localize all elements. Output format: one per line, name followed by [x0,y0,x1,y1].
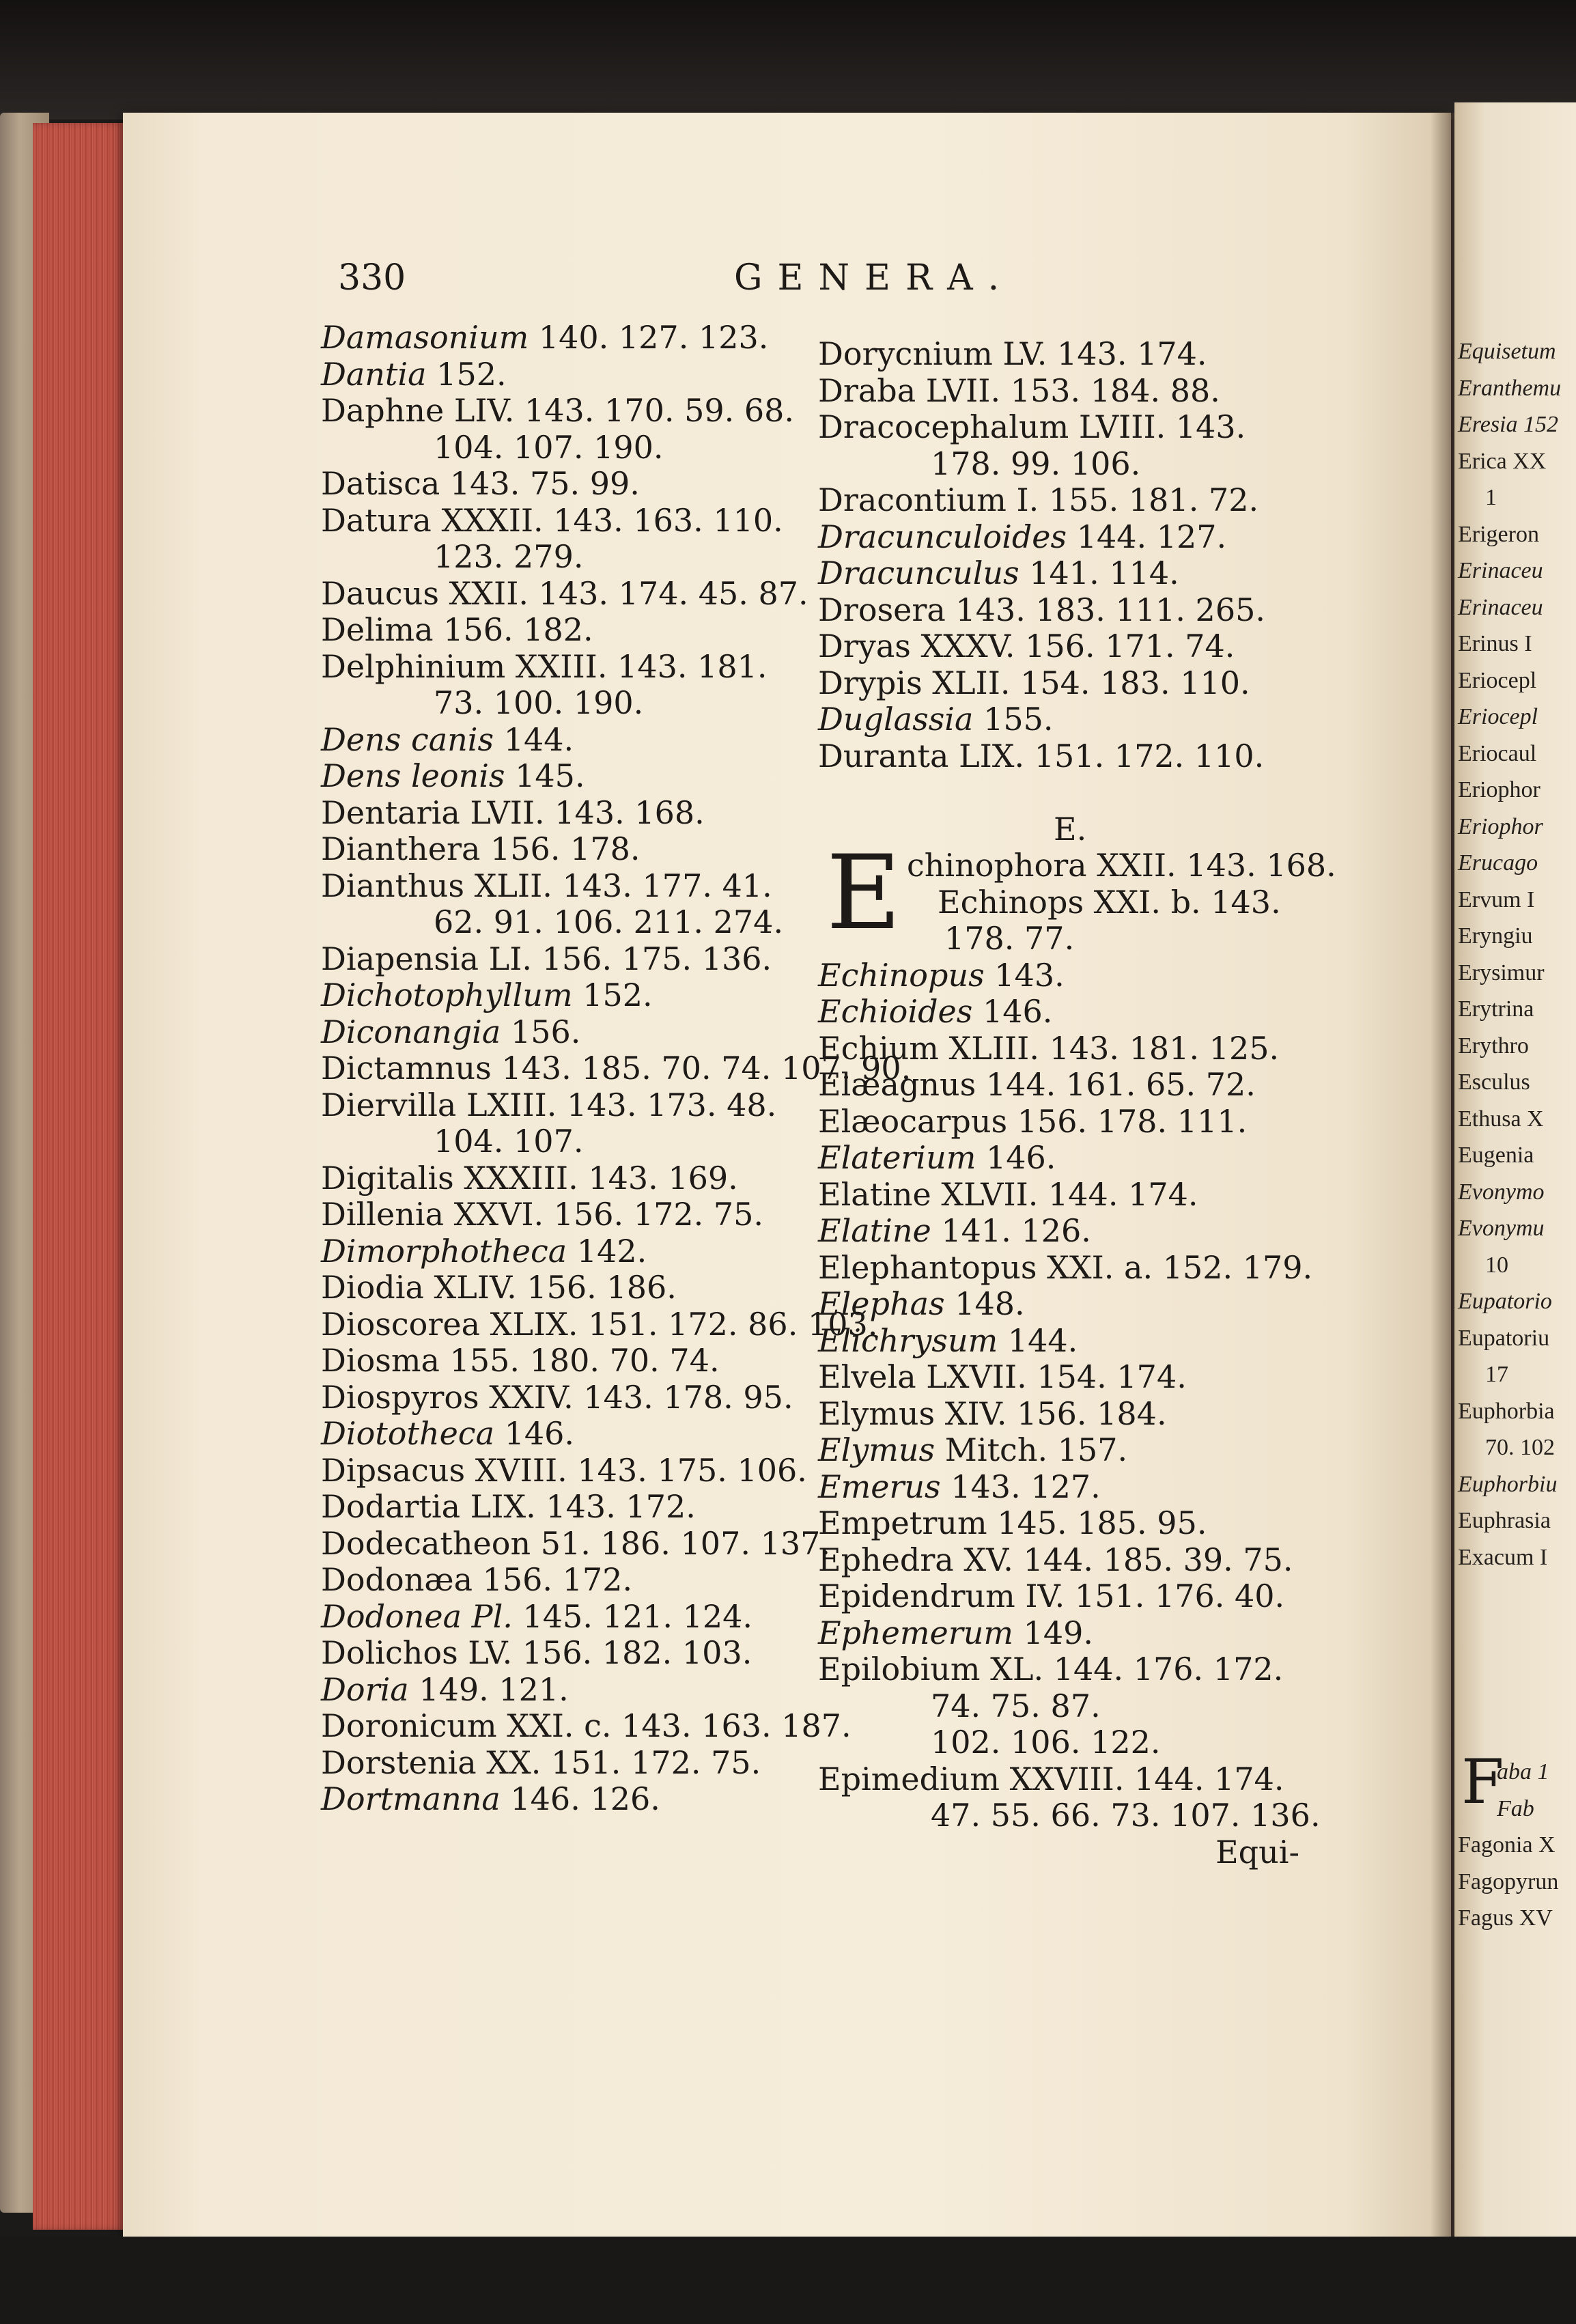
right-page-entry-fragment: Erysimur [1458,960,1545,985]
genus-name-italic: Dimorphotheca [321,1232,567,1270]
index-entry [818,482,1357,519]
right-page-entry-fragment: Eriocepl [1458,704,1538,729]
genus-name-italic: Damasonium [321,319,529,356]
entry-text: 149. 121. [408,1670,569,1708]
dark-backdrop [0,0,1576,120]
entry-text: Dorstenia XX. 151. 172. 75. [321,1744,761,1781]
index-entry [818,1323,1357,1360]
entry-text: 145. [505,757,585,794]
red-page-edges [33,123,125,2230]
right-page-entry-fragment: 17 [1485,1362,1508,1387]
index-entry [321,941,860,978]
entry-text: Dodonæa 156. 172. [321,1561,633,1598]
right-page-entry-fragment: Erinaceu [1458,558,1543,583]
right-page-entry-fragment: Fagonia X [1458,1832,1556,1858]
index-entry [818,701,1357,738]
entry-text: 141. 126. [931,1212,1091,1249]
genus-name-italic: Dens leonis [321,757,505,794]
index-entry [818,1432,1357,1469]
index-entry [321,466,860,503]
genus-name-italic: Elichrysum [818,1321,998,1359]
entry-text: Dryas XXXV. 156. 171. 74. [818,628,1235,664]
index-entry [321,795,860,832]
right-page-entry-fragment: Euphrasia [1458,1508,1551,1533]
index-entry [321,831,860,868]
index-entry [321,1672,860,1709]
index-entry [818,1505,1357,1542]
entry-text: Elæagnus 144. 161. 65. 72. [818,1066,1256,1103]
right-page-entry-fragment: Eresia 152 [1458,412,1559,437]
right-page [1454,102,1576,2240]
index-entry [818,1286,1357,1323]
index-entry [818,519,1357,556]
running-title: GENERA. [734,257,1015,298]
index-entry [818,665,1357,702]
index-entry [321,1087,860,1124]
entry-text: Dillenia XXVI. 156. 172. 75. [321,1196,763,1233]
right-page-entry-fragment: Eriocaul [1458,740,1537,766]
entry-text: Dodartia LIX. 143. 172. [321,1488,696,1525]
genus-name-italic: Dantia [321,355,427,393]
index-entry [321,1270,860,1306]
entry-text: Daucus XXII. 143. 174. 45. 87. [321,574,808,612]
entry-text: Dictamnus 143. 185. 70. 74. 107. 90. [321,1050,912,1087]
index-entry [321,1745,860,1782]
right-page-entry-fragment: Erythro [1458,1033,1529,1059]
right-page-entry-fragment: Eranthemu [1458,375,1562,401]
right-page-entry-fragment: Fagus XV [1458,1905,1553,1931]
genus-name-italic: Dens canis [321,720,494,758]
index-entry [818,1651,1357,1688]
index-entry [321,1635,860,1672]
entry-text: Digitalis XXXIII. 143. 169. [321,1159,738,1196]
entry-text: Drosera 143. 183. 111. 265. [818,591,1265,628]
entry-text: 152. [426,355,507,393]
right-page-entry-fragment: Erica XX [1458,448,1547,474]
right-page-entry-fragment: Euphorbia [1458,1398,1555,1424]
index-entry: chinophora XXII. 143. 168. [907,847,1336,884]
entry-text: Diervilla LXIII. 143. 173. 48. [321,1086,777,1123]
entry-text: 146. [976,1139,1056,1176]
genus-name-italic: Duglassia [818,701,974,738]
entry-text: 143. 127. [940,1468,1101,1505]
index-entry-continuation: 102. 106. 122. [931,1724,1161,1761]
entry-text: Dipsacus XVIII. 143. 175. 106. [321,1451,807,1489]
entry-text: Dracontium I. 155. 181. 72. [818,481,1259,518]
entry-text: Dracocephalum LVIII. 143. [818,408,1246,445]
entry-text: Dorycnium LV. 143. 174. [818,335,1207,372]
right-page-entry-fragment: Erinaceu [1458,594,1543,620]
index-entry [321,1416,860,1453]
index-entry [818,1359,1357,1396]
entry-text: Datura XXXII. 143. 163. 110. [321,501,783,539]
right-page-entry-fragment: Evonymo [1458,1179,1545,1205]
drop-cap-f: F [1461,1746,1504,1818]
right-index-column [818,336,1357,1871]
right-page-entry-fragment: Eupatorio [1458,1289,1552,1314]
right-page-entry-fragment: Eugenia [1458,1143,1534,1168]
entry-text: 145. 121. 124. [512,1597,753,1635]
entry-text: Elephantopus XXI. a. 152. 179. [818,1248,1313,1286]
right-page-entry-fragment: 1 [1485,485,1497,510]
index-entry [321,576,860,613]
index-entry [818,1213,1357,1250]
right-page-entry-fragment: 70. 102 [1485,1435,1555,1460]
right-page-entry-fragment: Eriocepl [1458,667,1537,693]
index-entry [321,612,860,649]
index-entry [321,393,860,430]
index-entry [818,1469,1357,1506]
index-entry [818,1542,1357,1579]
genus-name-italic: Ephemerum [818,1614,1013,1651]
entry-text: Diapensia LI. 156. 175. 136. [321,940,772,977]
entry-text: Duranta LIX. 151. 172. 110. [818,737,1265,774]
entry-text: 144. 127. [1067,518,1227,555]
index-entry [818,1104,1357,1140]
index-entry [818,957,1357,994]
index-entry-continuation: 74. 75. 87. [931,1687,1101,1724]
section-spacer [818,774,1357,811]
index-entry [321,320,860,356]
right-page-entry-fragment: Fagopyrun [1458,1868,1559,1894]
entry-text: 144. [494,720,574,758]
d-entries-continued [818,336,1357,774]
index-entry [818,336,1357,373]
entry-text: Diospyros XXIV. 143. 178. 95. [321,1378,793,1416]
genus-name-italic: Doria [321,1670,409,1708]
index-entry [321,356,860,393]
entry-text: Elymus XIV. 156. 184. [818,1395,1167,1432]
index-entry [818,1250,1357,1287]
right-page-entry-fragment: Erinus I [1458,631,1532,656]
index-entry [818,1761,1357,1798]
entry-text: Echium XLIII. 143. 181. 125. [818,1029,1280,1067]
genus-name-italic: Dortmanna [321,1780,501,1817]
entry-text: Doronicum XXI. c. 143. 163. 187. [321,1707,852,1744]
entry-text: Dentaria LVII. 143. 168. [321,794,705,831]
right-page-entry-fragment: Ervum I [1458,886,1535,912]
right-page-entry-fragment: Fab [1497,1795,1534,1821]
index-entry [321,1489,860,1526]
index-entry-continuation: 178. 77. [944,920,1075,957]
entry-text: Epimedium XXVIII. 144. 174. [818,1760,1284,1797]
entry-text: Delphinium XXIII. 143. 181. [321,647,768,685]
right-page-entry-fragment: 10 [1485,1252,1508,1278]
right-page-entry-fragment: Eryngiu [1458,923,1533,949]
dark-backdrop-bottom [0,2237,1576,2324]
index-entry [321,1160,860,1197]
entry-text: Dolichos LV. 156. 182. 103. [321,1634,752,1671]
entry-text: 146. [972,993,1053,1030]
entry-text: 155. [973,701,1054,738]
entry-text: Dianthus XLII. 143. 177. 41. [321,867,772,904]
genus-name-italic: Dracunculoides [818,518,1067,555]
entry-text: 149. [1013,1614,1093,1651]
index-entry-continuation: 104. 107. [434,1123,584,1160]
index-entry [321,1014,860,1051]
index-entry [818,373,1357,410]
index-entry [321,1305,878,1343]
index-entry [321,1343,860,1380]
right-page-entry-fragment: Erytrina [1458,996,1534,1022]
index-entry [818,1031,1357,1067]
index-entry: Echinops XXI. b. 143. [938,883,1281,921]
entry-text: Dianthera 156. 178. [321,830,641,867]
catchword: Equi- [1215,1833,1299,1871]
index-entry [818,628,1357,665]
e-entries [818,957,1357,1834]
genus-name-italic: Diototheca [321,1415,494,1452]
index-entry [321,1526,860,1563]
section-heading-e: E. [1054,810,1087,848]
page-number: 330 [338,257,406,298]
right-page-entry-fragment: Erigeron [1458,521,1539,547]
genus-name-italic: Emerus [818,1468,941,1505]
genus-name-italic: Elaterium [818,1139,976,1176]
index-entry [818,409,1357,446]
entry-text: Draba LVII. 153. 184. 88. [818,372,1220,409]
right-page-entry-fragment: Evonymu [1458,1216,1545,1241]
index-entry [818,555,1357,592]
entry-text: 156. [501,1013,581,1050]
entry-text: Ephedra XV. 144. 185. 39. 75. [818,1541,1293,1578]
index-entry [818,1067,1357,1104]
right-page-entry-fragment: Erucago [1458,850,1538,876]
index-entry [818,1140,1357,1177]
entry-text: Drypis XLII. 154. 183. 110. [818,664,1250,701]
genus-name-italic: Elatine [818,1212,931,1249]
index-entry [818,1578,1357,1615]
index-entry [818,1396,1357,1433]
genus-name-italic: Elymus [818,1431,935,1468]
entry-text: 143. [984,956,1065,994]
drop-cap-block [818,834,1357,957]
right-page-entry-fragment: Ethusa X [1458,1106,1544,1132]
right-page-entry-fragment: aba 1 [1497,1759,1549,1784]
index-entry [321,1781,860,1818]
genus-name-italic: Diconangia [321,1013,501,1050]
index-entry-continuation: 47. 55. 66. 73. 107. 136. [931,1797,1321,1834]
entry-text: Delima 156. 182. [321,611,593,648]
entry-text: 141. 114. [1019,555,1179,591]
entry-text: 142. [567,1232,647,1270]
index-entry [321,1562,860,1599]
index-entry-continuation: 104. 107. 190. [434,428,664,466]
right-page-entry-fragment: Euphorbiu [1458,1471,1558,1497]
index-entry [321,1050,912,1087]
entry-text: 144. [998,1321,1078,1359]
entry-text: Diosma 155. 180. 70. 74. [321,1342,720,1379]
right-page-entry-fragment: Exacum I [1458,1544,1548,1570]
entry-text: Dioscorea XLIX. 151. 172. 86. 103. [321,1305,878,1343]
entry-text: Datisca 143. 75. 99. [321,465,640,502]
entry-text: Epilobium XL. 144. 176. 172. [818,1651,1284,1688]
book-gutter [1431,113,1458,2237]
genus-name-italic: Dichotophyllum [321,977,573,1013]
index-entry [321,1380,860,1416]
right-page-entry-fragment: Equisetum [1458,339,1556,364]
entry-text: Elæocarpus 156. 178. 111. [818,1102,1248,1140]
entry-text: Daphne LIV. 143. 170. 59. 68. [321,392,795,429]
entry-text: Dodecatheon 51. 186. 107. 137. [321,1524,830,1562]
index-entry [321,1233,860,1270]
index-entry [321,722,860,759]
entry-text: Diodia XLIV. 156. 186. [321,1269,677,1306]
index-entry [321,503,860,540]
index-entry [818,1615,1357,1652]
genus-name-italic: Echinopus [818,956,985,994]
entry-text: Mitch. 157. [935,1431,1128,1468]
genus-name-italic: Dodonea Pl. [321,1597,513,1635]
index-entry [321,1453,860,1489]
index-entry-continuation: 62. 91. 106. 211. 274. [434,904,784,940]
index-entry [321,758,860,795]
index-entry [818,994,1357,1031]
entry-text: 146. 126. [500,1780,660,1817]
right-page-entry-fragment: Esculus [1458,1069,1530,1095]
entry-text: Elatine XLVII. 144. 174. [818,1175,1198,1213]
index-entry-continuation: 73. 100. 190. [434,684,644,721]
index-entry [818,738,1357,775]
index-entry [818,592,1357,629]
index-entry-continuation: 123. 279. [434,538,584,575]
index-entry [321,1196,860,1233]
genus-name-italic: Elephas [818,1285,945,1322]
index-entry [321,977,860,1014]
index-entry [321,1599,860,1636]
entry-text: Epidendrum IV. 151. 176. 40. [818,1578,1285,1614]
index-entry-continuation: 178. 99. 106. [931,445,1141,482]
entry-text: 140. 127. 123. [529,319,769,356]
index-entry [321,868,860,905]
entry-text: 148. [944,1285,1025,1322]
right-page-entry-fragment: Eriophor [1458,813,1543,839]
index-entry [818,1177,1357,1214]
entry-text: 146. [494,1415,575,1452]
genus-name-italic: Dracunculus [818,555,1019,591]
entry-text: Elvela LXVII. 154. 174. [818,1358,1187,1395]
entry-text: 152. [572,977,653,1013]
right-page-entry-fragment: Eupatoriu [1458,1325,1550,1351]
entry-text: Empetrum 145. 185. 95. [818,1504,1207,1541]
index-entry [321,1708,860,1745]
drop-cap-e: E [826,834,901,953]
index-entry [321,649,860,686]
right-page-entry-fragment: Eriophor [1458,777,1540,802]
genus-name-italic: Echioides [818,993,973,1030]
